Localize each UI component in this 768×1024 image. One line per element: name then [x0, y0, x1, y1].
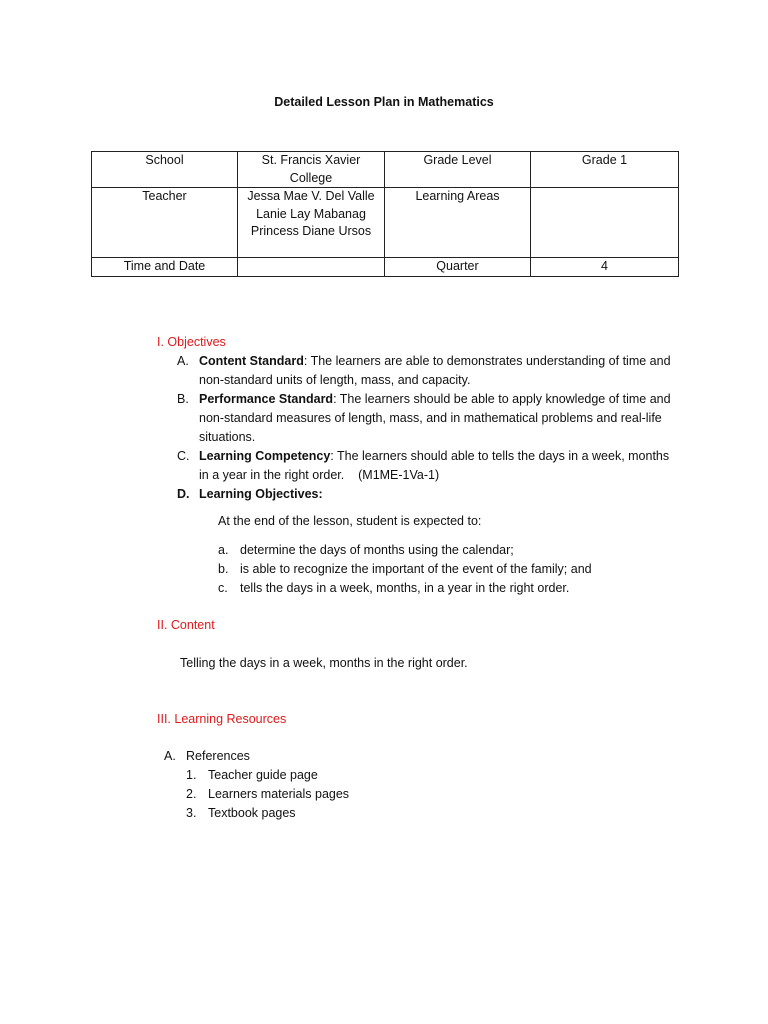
list-item [186, 804, 564, 823]
cell-learning-areas-label: Learning Areas [385, 188, 531, 258]
teacher-name: Princess Diane Ursos [250, 224, 372, 238]
list-item-text: Textbook pages [208, 806, 296, 820]
list-item-text: Learners materials pages [208, 787, 350, 801]
list-label: B. [177, 392, 189, 406]
list-label: C. [177, 449, 190, 463]
objective-item-c [177, 447, 682, 485]
cell-learning-areas-value [531, 188, 679, 258]
list-item [218, 560, 678, 579]
list-item [186, 785, 564, 804]
table-row-time [92, 258, 679, 277]
cell-teacher-label: Teacher [92, 188, 238, 258]
learning-objectives-list [218, 541, 678, 598]
cell-grade-level-label: Grade Level [385, 152, 531, 188]
objectives-heading: I. Objectives [157, 335, 226, 349]
list-label: a. [218, 543, 229, 557]
list-item-text: is able to recognize the important of the event of the family; and [240, 562, 592, 576]
cell-school-value: St. Francis Xavier College [238, 152, 385, 188]
list-item [164, 747, 564, 766]
cell-teacher-value [238, 188, 385, 258]
document-title: Detailed Lesson Plan in Mathematics [274, 95, 494, 109]
item-term: Content Standard [199, 354, 304, 368]
cell-quarter-value: 4 [531, 258, 679, 277]
references-list [164, 747, 564, 823]
objectives-intro: At the end of the lesson, student is expected to: [218, 514, 482, 528]
cell-time-label: Time and Date [92, 258, 238, 277]
list-label: 1. [186, 768, 197, 782]
teacher-name: Lanie Lay Mabanag [256, 206, 366, 221]
list-label: D. [177, 487, 190, 501]
list-item-text: Teacher guide page [208, 768, 318, 782]
list-item-text: determine the days of months using the calendar; [240, 543, 514, 557]
cell-school-label: School [92, 152, 238, 188]
table-row-school [92, 152, 679, 188]
item-term: Performance Standard [199, 392, 334, 406]
list-item-text: tells the days in a week, months, in a year in the right order. [240, 581, 570, 595]
list-label: A. [164, 749, 176, 763]
resources-heading: III. Learning Resources [157, 712, 287, 726]
content-text: Telling the days in a week, months in the right order. [180, 656, 468, 670]
cell-grade-level-value: Grade 1 [531, 152, 679, 188]
list-label: b. [218, 562, 229, 576]
teacher-name: Jessa Mae V. Del Valle [247, 189, 375, 203]
objectives-list [177, 352, 682, 504]
references-title: References [186, 749, 250, 763]
item-term: Learning Objectives: [199, 487, 323, 501]
lesson-info-table [91, 151, 679, 277]
item-text: : The learners are able to demonstrates understanding of time and non-standard units of length, mass, and capacity. [199, 354, 671, 387]
objective-item-a [177, 352, 682, 390]
list-label: 3. [186, 806, 197, 820]
content-heading: II. Content [157, 618, 215, 632]
list-label: 2. [186, 787, 197, 801]
list-item [218, 541, 678, 560]
objective-item-d [177, 485, 682, 504]
item-text: : The learners should be able to apply knowledge of time and non-standard measures of length, mass, and in mathematical problems and real-life situations. [199, 392, 671, 444]
list-item [186, 766, 564, 785]
objective-item-b [177, 390, 682, 447]
item-text: : The learners should able to tells the days in a week, months in a year in the right order. (M1ME-1Va-1) [199, 449, 673, 482]
list-item [218, 579, 678, 598]
cell-time-value [238, 258, 385, 277]
list-label: A. [177, 354, 189, 368]
list-label: c. [218, 581, 228, 595]
table-row-teacher [92, 188, 679, 258]
reference-items [164, 766, 564, 823]
item-term: Learning Competency [199, 449, 331, 463]
cell-quarter-label: Quarter [385, 258, 531, 277]
